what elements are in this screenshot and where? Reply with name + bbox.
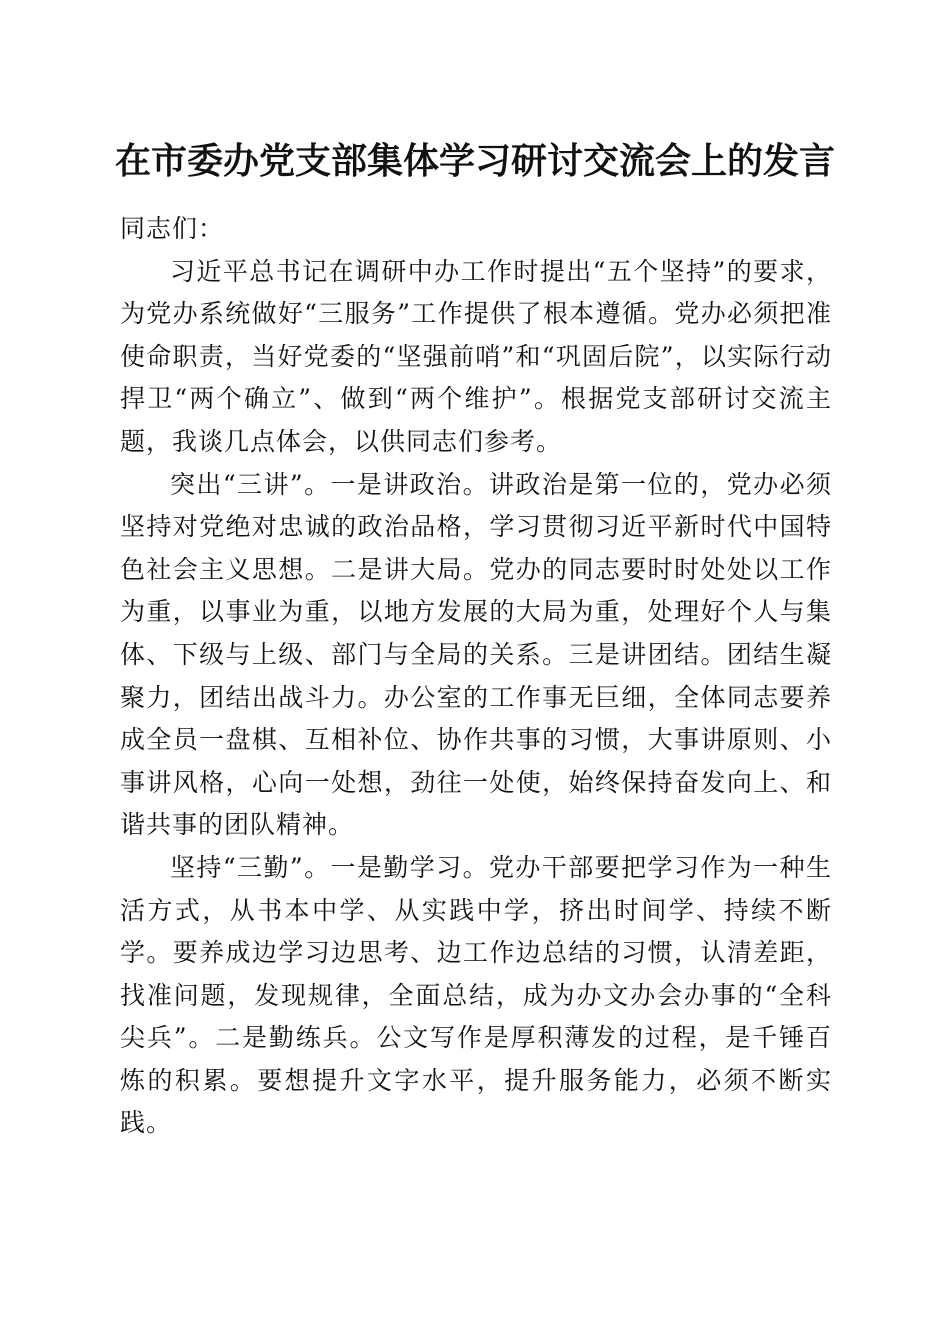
paragraph-three-qin: 坚持“三勤”。一是勤学习。党办干部要把学习作为一种生活方式，从书本中学、从实践中学，挤出时间学、持续不断学。要养成边学习边思考、边工作边总结的习惯，认清差距，找准问题，发现规律，全面总结，成为办文办会办事的“全科尖兵”。二是勤练兵。公文写作是厚积薄发的过程，是千锤百炼的积累。要想提升文字水平，提升服务能力，必须不断实践。 xyxy=(120,852,832,1138)
paragraph-intro: 习近平总书记在调研中办工作时提出“五个坚持”的要求，为党办系统做好“三服务”工作提供了根本遵循。党办必须把准使命职责，当好党委的“坚强前哨”和“巩固后院”，以实际行动捍卫“两个确立”、做到“两个维护”。根据党支部研讨交流主题，我谈几点体会，以供同志们参考。 xyxy=(120,256,832,456)
greeting: 同志们： xyxy=(120,214,225,243)
document-body xyxy=(120,208,832,1145)
document-title: 在市委办党支部集体学习研讨交流会上的发言 xyxy=(114,140,835,182)
paragraph-three-jiang: 突出“三讲”。一是讲政治。讲政治是第一位的，党办必须坚持对党绝对忠诚的政治品格，学习贯彻习近平新时代中国特色社会主义思想。二是讲大局。党办的同志要时时处处以工作为重，以事业为重，以地方发展的大局为重，处理好个人与集体、下级与上级、部门与全局的关系。三是讲团结。团结生凝聚力，团结出战斗力。办公室的工作事无巨细，全体同志要养成全员一盘棋、互相补位、协作共事的习惯，大事讲原则、小事讲风格，心向一处想，劲往一处使，始终保持奋发向上、和谐共事的团队精神。 xyxy=(120,469,832,840)
